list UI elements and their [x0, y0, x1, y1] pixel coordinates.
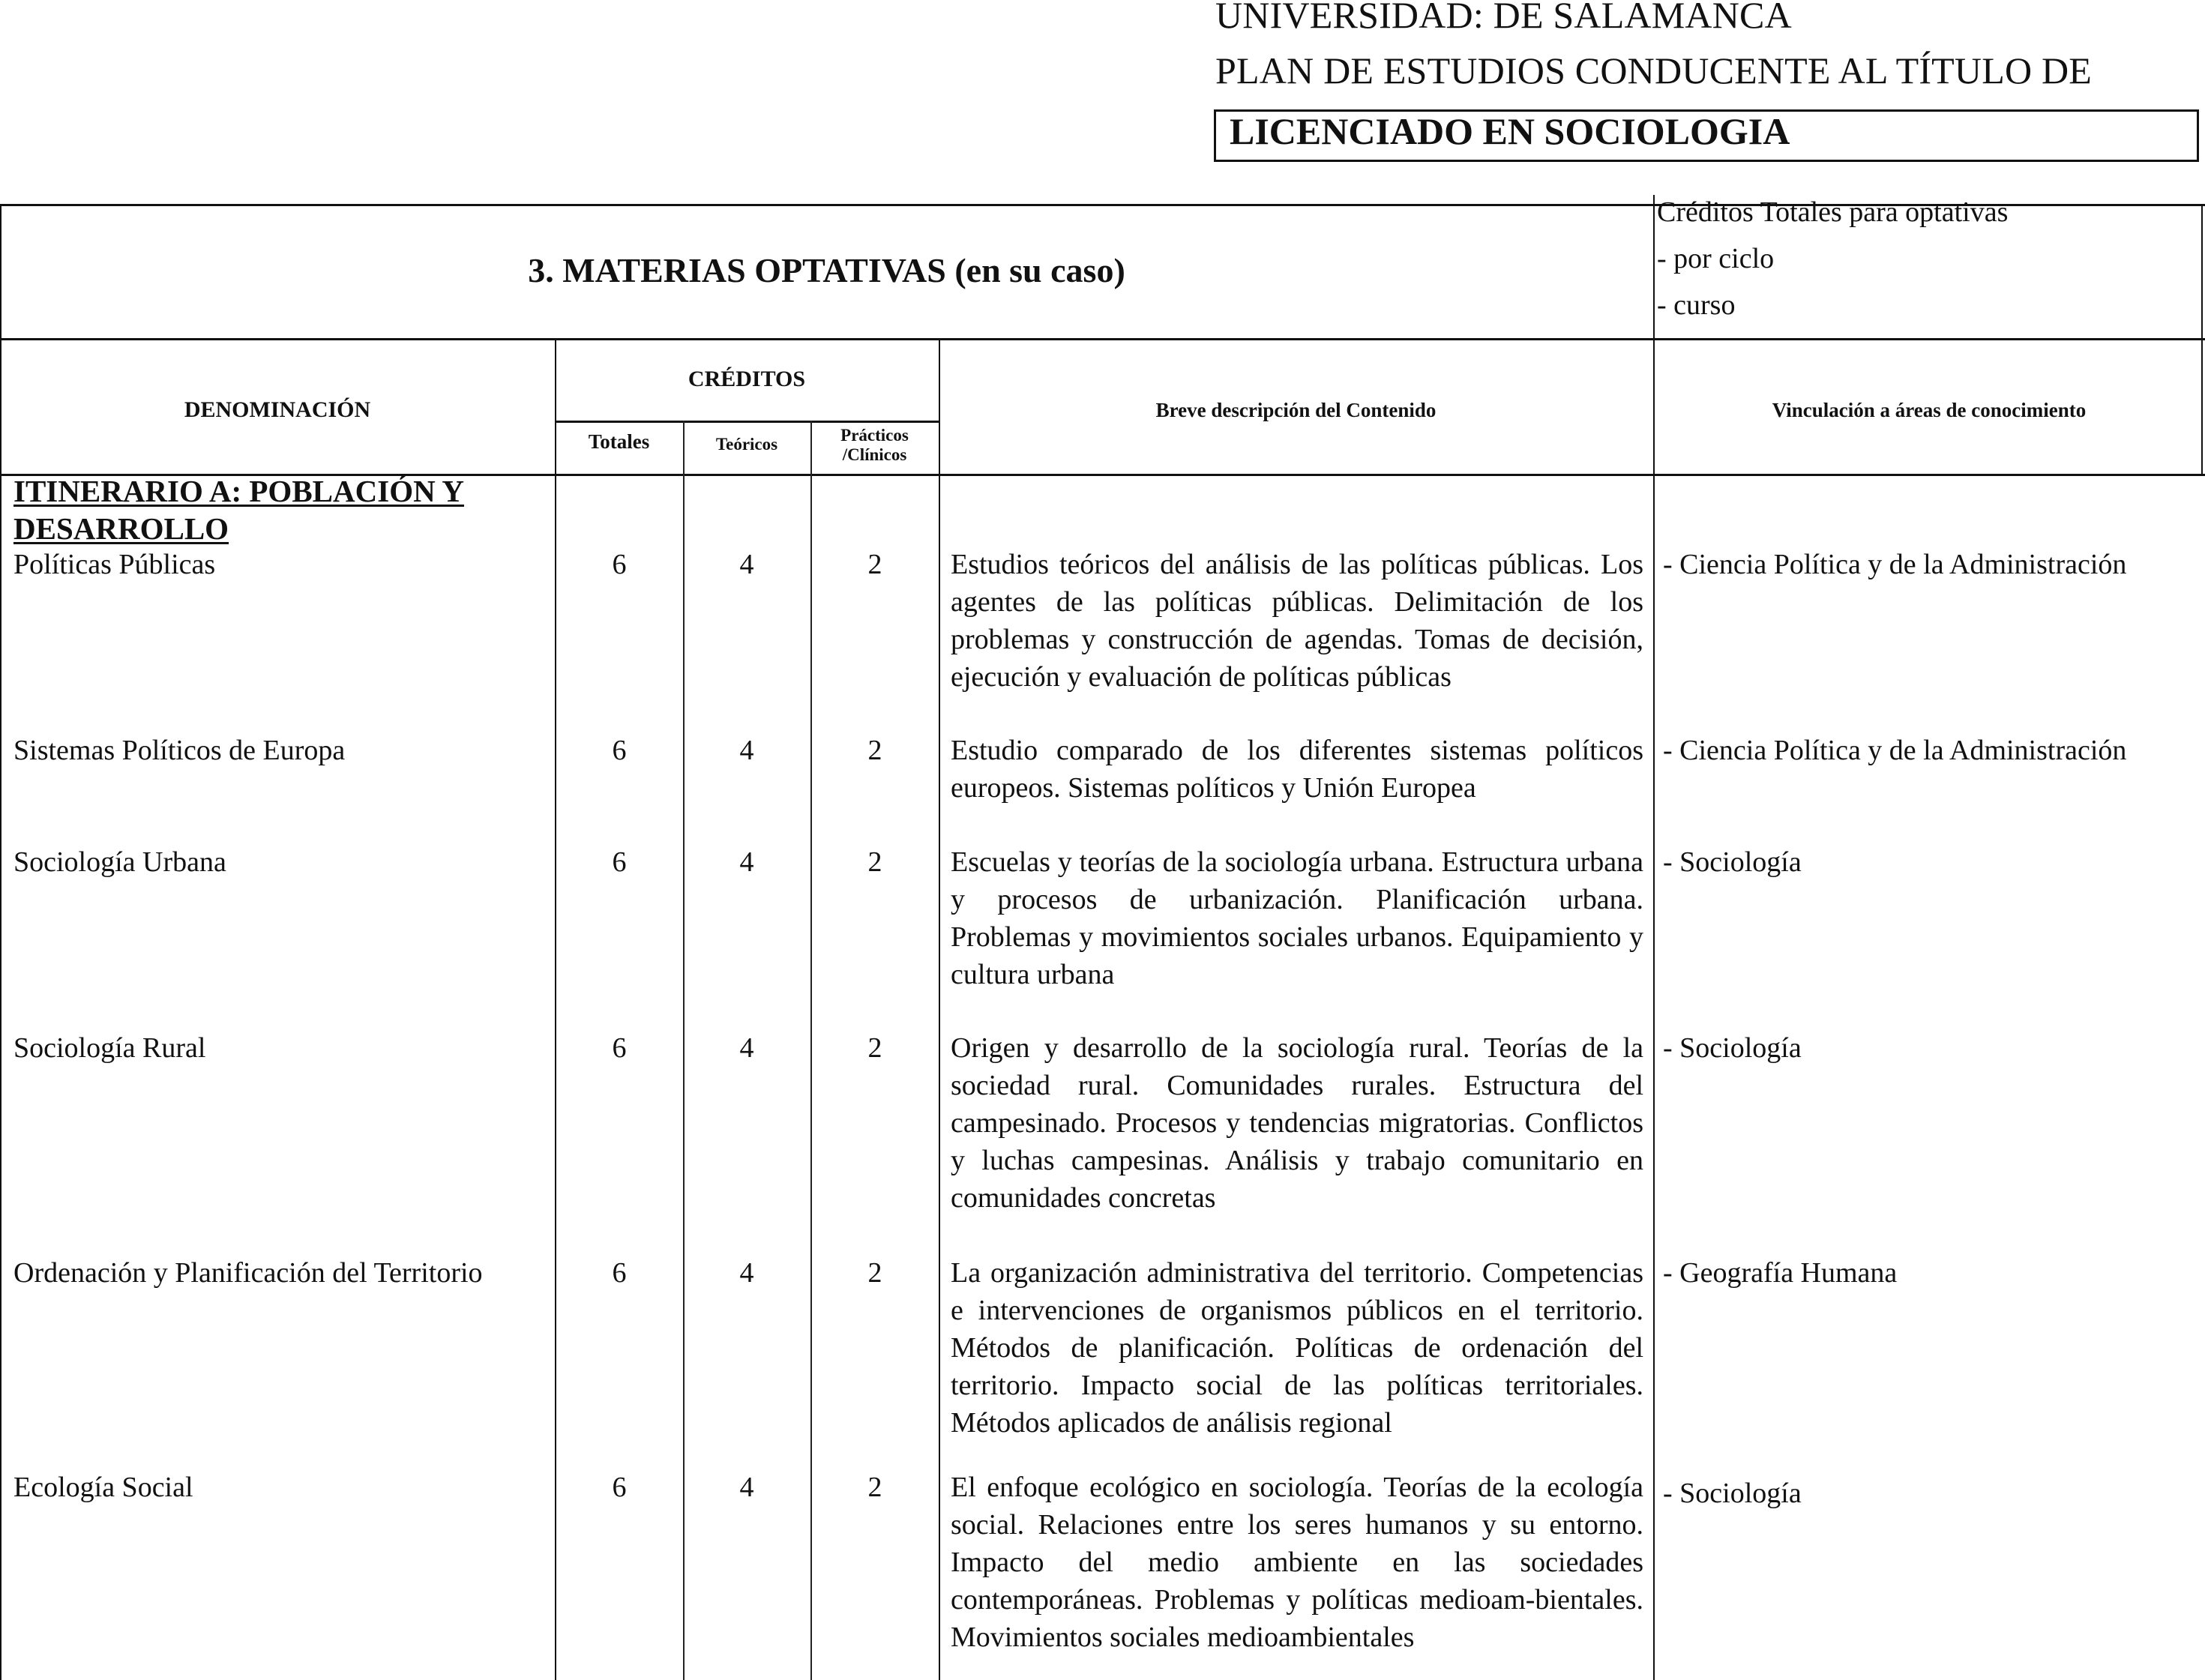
- credits-totals: 6: [612, 1032, 627, 1064]
- col-header-practical-line1: Prácticos: [840, 426, 909, 445]
- credits-theory: 4: [739, 735, 754, 766]
- credits-totals: 6: [612, 549, 627, 580]
- col-divider-totals: [683, 421, 685, 1680]
- credits-practical: 2: [867, 735, 882, 766]
- subject-description: Estudio comparado de los diferentes sistemas políticos europeos. Sistemas políticos y Unión Europea: [951, 735, 1643, 804]
- itinerary-heading-line2: DESARROLLO: [13, 511, 229, 546]
- knowledge-area: - Sociología: [1663, 1478, 1802, 1509]
- section-title: 3. MATERIAS OPTATIVAS (en su caso): [528, 251, 1125, 289]
- subject-description: Origen y desarrollo de la sociología rural. Teorías de la sociedad rural. Comunidades rurales. Estructura del campesinado. Procesos y tendencias migratorias. Conflictos y luchas campesinas. Análisis y trabajo comunitario en comunidades concretas: [951, 1032, 1643, 1214]
- subject-name: Ordenación y Planificación del Territorio: [13, 1257, 483, 1289]
- col-header-practical-line2: /Clínicos: [842, 445, 907, 464]
- credits-theory: 4: [739, 1032, 754, 1064]
- credits-practical: 2: [867, 1472, 882, 1503]
- col-header-theory: Teóricos: [715, 435, 778, 454]
- itinerary-heading: [13, 472, 464, 547]
- credits-theory: 4: [739, 1472, 754, 1503]
- subject-description: Estudios teóricos del análisis de las políticas públicas. Los agentes de las políticas públicas. Delimitación de los problemas y construcción de agendas. Tomas de decisión, ejecución y evaluación de políticas públicas: [951, 549, 1643, 693]
- col-divider-theory: [810, 421, 812, 1680]
- table-left-border: [0, 204, 1, 1680]
- col-header-credits: CRÉDITOS: [688, 367, 806, 391]
- credits-theory: 4: [739, 549, 754, 580]
- credits-subheader-border: [555, 421, 939, 423]
- knowledge-area: - Ciencia Política y de la Administración: [1663, 549, 2127, 580]
- credits-practical: 2: [867, 1257, 882, 1289]
- col-header-description: Breve descripción del Contenido: [1155, 399, 1437, 421]
- subject-name: Sociología Rural: [13, 1032, 206, 1064]
- subject-description: La organización administrativa del territorio. Competencias e intervenciones de organismos públicos en el territorio. Métodos de planificación. Políticas de ordenación del territorio. Impacto social de las políticas territoriales. Métodos aplicados de análisis regional: [951, 1257, 1643, 1439]
- subject-name: Sistemas Políticos de Europa: [13, 735, 346, 766]
- col-divider-name: [555, 338, 556, 1680]
- credits-practical: 2: [867, 1032, 882, 1064]
- per-cycle-label: - por ciclo: [1657, 243, 1775, 274]
- credits-totals: 6: [612, 735, 627, 766]
- credits-totals: 6: [612, 1257, 627, 1289]
- credits-totals: 6: [612, 1472, 627, 1503]
- knowledge-area: - Sociología: [1663, 1032, 1802, 1064]
- university-name: UNIVERSIDAD: DE SALAMANCA: [1215, 0, 1792, 36]
- credits-practical: 2: [867, 846, 882, 878]
- credits-label: Créditos Totales para optativas: [1657, 196, 2009, 228]
- col-header-totals: Totales: [588, 430, 650, 453]
- optional-credits-note: [1657, 189, 2008, 328]
- plan-title: PLAN DE ESTUDIOS CONDUCENTE AL TÍTULO DE: [1215, 49, 2093, 91]
- subject-name: Políticas Públicas: [13, 549, 216, 580]
- credits-totals: 6: [612, 846, 627, 878]
- col-header-name: DENOMINACIÓN: [184, 397, 371, 422]
- col-divider-description: [939, 338, 940, 1680]
- subject-name: Ecología Social: [13, 1472, 193, 1503]
- credits-theory: 4: [739, 1257, 754, 1289]
- credits-practical: 2: [867, 549, 882, 580]
- col-header-areas: Vinculación a áreas de conocimiento: [1772, 399, 2087, 421]
- subject-name: Sociología Urbana: [13, 846, 226, 878]
- degree-title-box: [1214, 109, 2199, 162]
- table-right-border: [2201, 204, 2203, 474]
- knowledge-area: - Sociología: [1663, 846, 1802, 878]
- knowledge-area: - Geografía Humana: [1663, 1257, 1898, 1289]
- degree-title: LICENCIADO EN SOCIOLOGIA: [1230, 110, 1790, 152]
- subject-description: El enfoque ecológico en sociología. Teorías de la ecología social. Relaciones entre los seres humanos y su entorno. Impacto del medio ambiente en las sociedades contemporáneas. Problemas y políticas medioam-bientales. Movimientos sociales medioambientales: [951, 1472, 1643, 1653]
- credits-theory: 4: [739, 846, 754, 878]
- section-bottom-border: [0, 338, 2205, 340]
- col-header-practical: [810, 426, 939, 465]
- knowledge-area: - Ciencia Política y de la Administración: [1663, 735, 2127, 766]
- itinerary-heading-line1: ITINERARIO A: POBLACIÓN Y: [13, 474, 465, 508]
- subject-description: Escuelas y teorías de la sociología urbana. Estructura urbana y procesos de urbanización. Planificación urbana. Problemas y movimientos sociales urbanos. Equipamiento y cultura urbana: [951, 846, 1643, 990]
- per-course-label: - curso: [1657, 289, 1736, 321]
